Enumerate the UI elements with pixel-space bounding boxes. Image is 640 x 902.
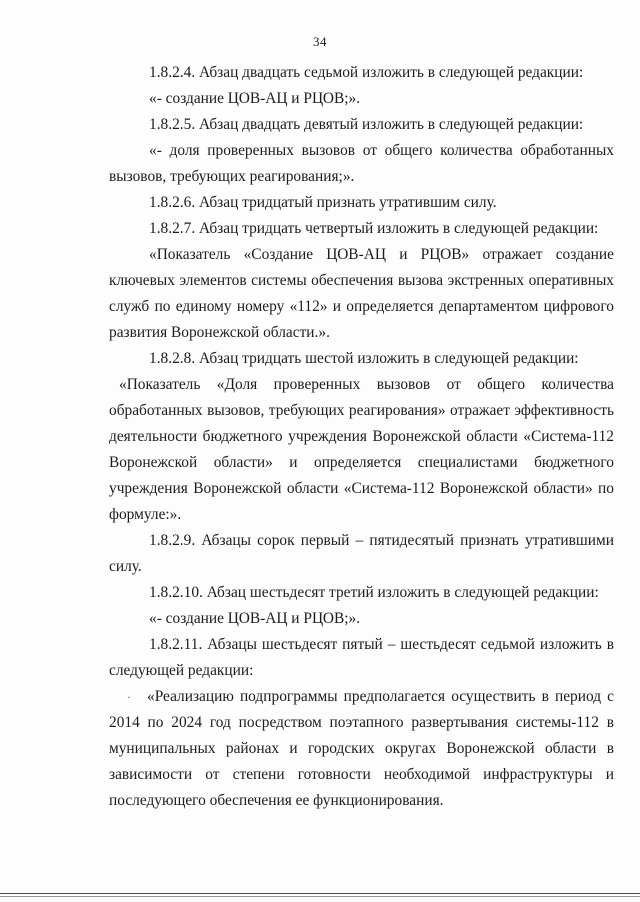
stray-mark: · xyxy=(127,690,131,704)
page-number: 34 xyxy=(313,34,327,49)
document-body xyxy=(109,60,614,814)
paragraph-1-8-2-8: 1.8.2.8. Абзац тридцать шестой изложить в следующей редакции: xyxy=(149,350,579,367)
quote-subprogram-implementation xyxy=(109,684,614,814)
paragraph-1-8-2-9: 1.8.2.9. Абзацы сорок первый – пятидесятый признать утратившими силу. xyxy=(109,532,614,575)
paragraph-1-8-2-6: 1.8.2.6. Абзац тридцатый признать утратившим силу. xyxy=(149,194,497,211)
paragraph-1-8-2-5: 1.8.2.5. Абзац двадцать девятый изложить в следующей редакции: xyxy=(149,116,584,133)
quote-creation-tsov-ats-2: «- создание ЦОВ-АЦ и РЦОВ;». xyxy=(149,610,361,627)
scan-edge-line-secondary xyxy=(0,896,640,897)
paragraph-1-8-2-7: 1.8.2.7. Абзац тридцать четвертый изложить в следующей редакции: xyxy=(149,220,599,237)
quote-share-verified-calls: «- доля проверенных вызовов от общего количества обработанных вызовов, требующих реагирования;». xyxy=(109,142,614,185)
quote-indicator-creation: «Показатель «Создание ЦОВ-АЦ и РЦОВ» отражает создание ключевых элементов системы обеспечения вызова экстренных оперативных служб по единому номеру «112» и определяется департаментом цифрового развития Воронежской области.». xyxy=(109,246,614,341)
quote-indicator-share: «Показатель «Доля проверенных вызовов от общего количества обработанных вызовов, требующих реагирования» отражает эффективность деятельности бюджетного учреждения Воронежской области «Система-112 Воронежской области» и определяется специалистами бюджетного учреждения Воронежской области «Система-112 Воронежской области» по формуле:». xyxy=(109,376,614,523)
paragraph-1-8-2-11: 1.8.2.11. Абзацы шестьдесят пятый – шестьдесят седьмой изложить в следующей редакции: xyxy=(109,636,614,679)
scan-edge-line xyxy=(0,893,640,894)
paragraph-1-8-2-4: 1.8.2.4. Абзац двадцать седьмой изложить в следующей редакции: xyxy=(149,64,584,81)
paragraph-1-8-2-10: 1.8.2.10. Абзац шестьдесят третий изложить в следующей редакции: xyxy=(149,584,599,601)
quote-creation-tsov-ats: «- создание ЦОВ-АЦ и РЦОВ;». xyxy=(149,90,361,107)
quote-subprogram-text: «Реализацию подпрограммы предполагается осуществить в период с 2014 по 2024 год посредством поэтапного развертывания системы-112 в муниципальных районах и городских округах Воронежской области в зависимости от степени готовности необходимой инфраструктуры и последующего обеспечения ее функционирования. xyxy=(109,688,614,809)
